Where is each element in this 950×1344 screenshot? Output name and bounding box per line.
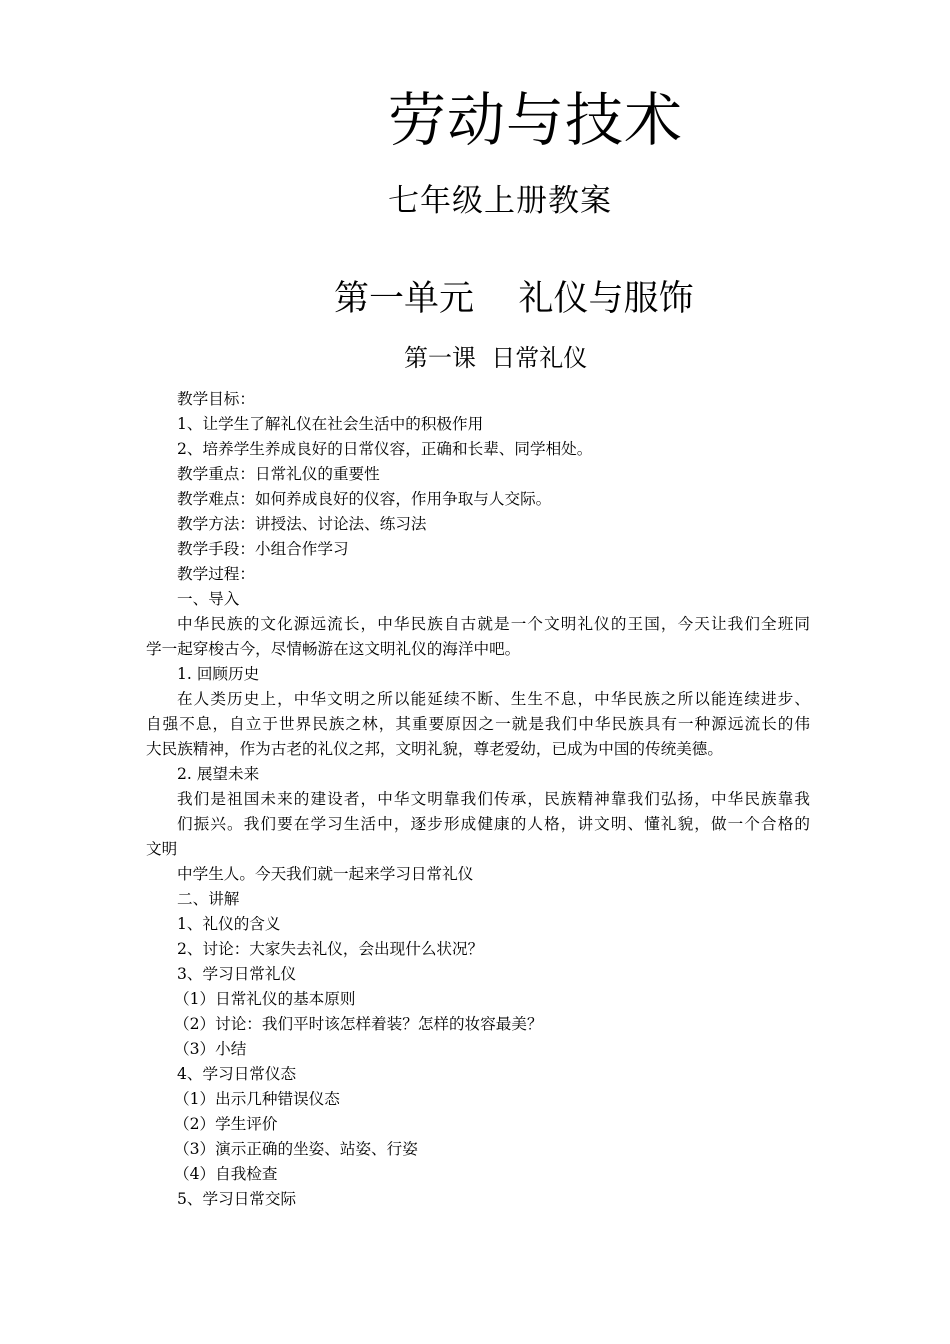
history-paragraph-line: 在人类历史上，中华文明之所以能延续不断、生生不息，中华民族之所以能连续进步、 — [177, 690, 810, 708]
explain-subitem: （3）小结 — [174, 1040, 247, 1058]
section-explain-heading: 二、讲解 — [177, 890, 240, 908]
objective-1: 1、让学生了解礼仪在社会生活中的积极作用 — [177, 415, 484, 433]
look-ahead-heading: 2. 展望未来 — [177, 765, 260, 783]
teaching-methods: 教学方法：讲授法、讨论法、练习法 — [177, 515, 427, 533]
teaching-focus: 教学重点：日常礼仪的重要性 — [177, 465, 380, 483]
lesson-heading: 第一课 日常礼仪 — [404, 344, 588, 372]
intro-paragraph-line: 学一起穿梭古今，尽情畅游在这文明礼仪的海洋中吧。 — [146, 640, 521, 658]
unit-heading: 第一单元 礼仪与服饰 — [334, 279, 694, 319]
explain-item: 4、学习日常仪态 — [177, 1065, 297, 1083]
explain-item: 5、学习日常交际 — [177, 1190, 297, 1208]
objective-2: 2、培养学生养成良好的日常仪容，正确和长辈、同学相处。 — [177, 440, 593, 458]
explain-item: 1、礼仪的含义 — [177, 915, 281, 933]
history-paragraph-line: 自强不息，自立于世界民族之林，其重要原因之一就是我们中华民族具有一种源远流长的伟 — [146, 715, 810, 733]
explain-subitem: （1）出示几种错误仪态 — [174, 1090, 340, 1108]
section-intro-heading: 一、导入 — [177, 590, 240, 608]
future-paragraph-line: 文明 — [146, 840, 178, 858]
future-paragraph-line: 们振兴。我们要在学习生活中，逐步形成健康的人格，讲文明、懂礼貌，做一个合格的 — [177, 815, 810, 833]
document-title: 劳动与技术 — [388, 86, 684, 154]
explain-subitem: （1）日常礼仪的基本原则 — [174, 990, 356, 1008]
history-paragraph-line: 大民族精神，作为古老的礼仪之邦，文明礼貌，尊老爱幼，已成为中国的传统美德。 — [146, 740, 723, 758]
future-paragraph-line: 中学生人。今天我们就一起来学习日常礼仪 — [177, 865, 474, 883]
explain-subitem: （2）学生评价 — [174, 1115, 278, 1133]
teaching-difficulty: 教学难点：如何养成良好的仪容，作用争取与人交际。 — [177, 490, 552, 508]
explain-item: 2、讨论：大家失去礼仪，会出现什么状况？ — [177, 940, 484, 958]
review-history-heading: 1. 回顾历史 — [177, 665, 260, 683]
explain-subitem: （2）讨论：我们平时该怎样着装？怎样的妆容最美？ — [174, 1015, 543, 1033]
intro-paragraph-line: 中华民族的文化源远流长，中华民族自古就是一个文明礼仪的王国，今天让我们全班同 — [177, 615, 810, 633]
future-paragraph-line: 我们是祖国未来的建设者，中华文明靠我们传承，民族精神靠我们弘扬，中华民族靠我 — [177, 790, 810, 808]
lesson-plan-body — [146, 387, 810, 1212]
document-subtitle: 七年级上册教案 — [388, 183, 612, 219]
teaching-process-label: 教学过程： — [177, 565, 255, 583]
teaching-means: 教学手段：小组合作学习 — [177, 540, 349, 558]
explain-item: 3、学习日常礼仪 — [177, 965, 297, 983]
teaching-objectives-label: 教学目标： — [177, 390, 255, 408]
explain-subitem: （3）演示正确的坐姿、站姿、行姿 — [174, 1140, 418, 1158]
explain-subitem: （4）自我检查 — [174, 1165, 278, 1183]
